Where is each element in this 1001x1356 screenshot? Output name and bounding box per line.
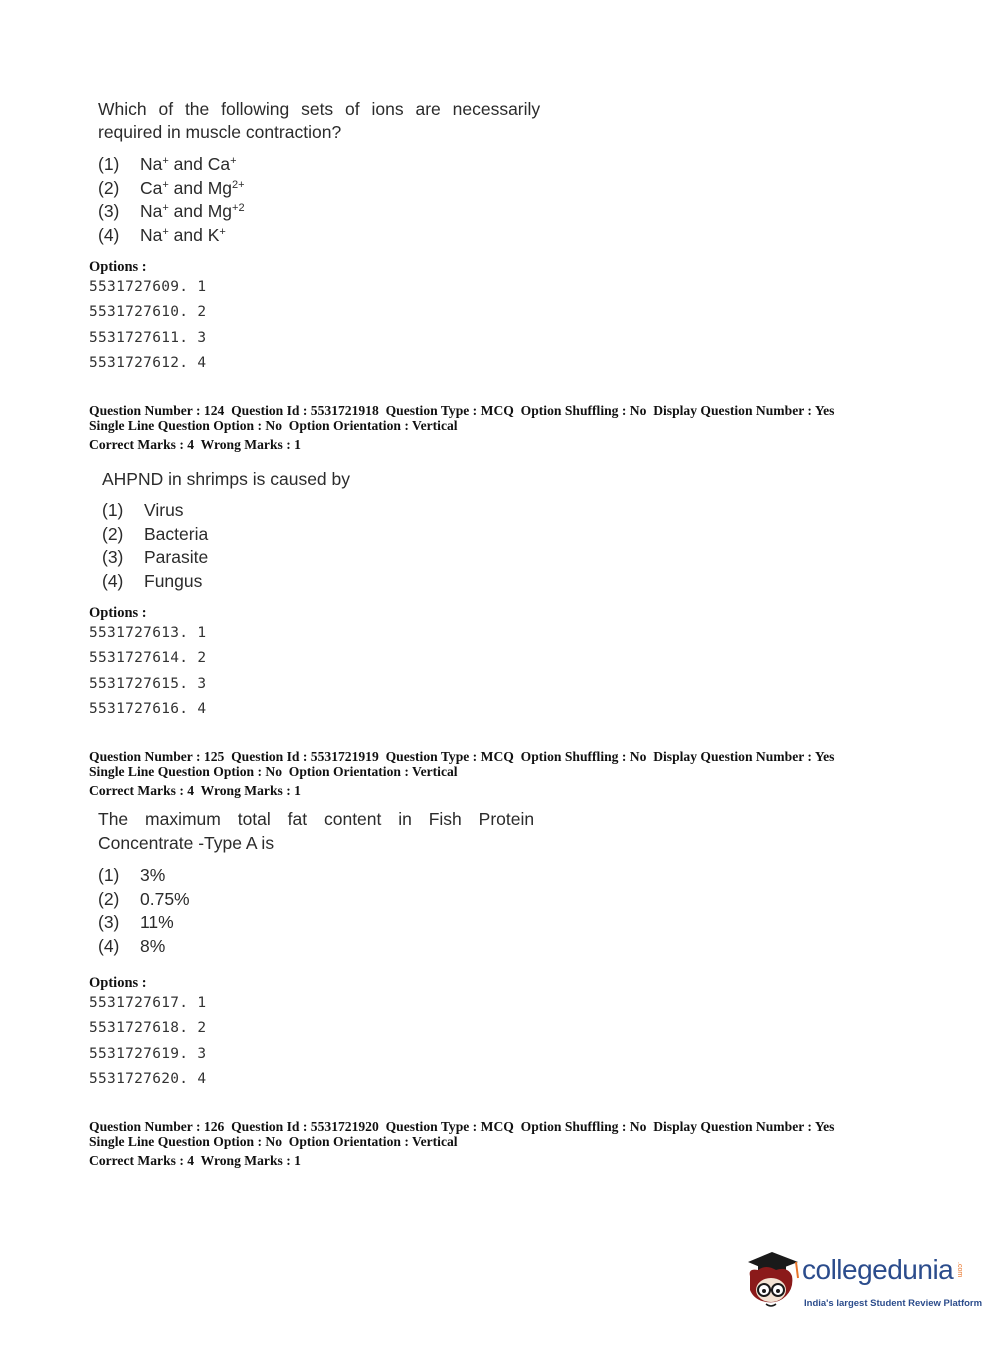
options-label: Options : [89,605,147,621]
choice-text: Na+ and K+ [140,224,226,245]
question-text [98,98,543,144]
marks-line: Correct Marks : 4 Wrong Marks : 1 [89,437,301,452]
choice-text: Na+ and Ca+ [140,154,237,175]
options-list [89,275,206,376]
choice-text: Na+ and $Mg^{+2}$ [140,201,245,222]
collegedunia-logo[interactable] [742,1248,983,1320]
meta-line: Question Number : 124 Question Id : 5531721918 Question Type : MCQ Option Shuffling : No Display Question Number : Yes [89,403,835,418]
meta-line: Single Line Question Option : No Option Orientation : Vertical [89,763,458,779]
options-list [89,991,206,1092]
option-id: 5531727612. 4 [89,354,207,371]
option-id: 5531727614. 2 [89,650,207,667]
answer-choice [98,200,245,224]
answer-choices [102,499,208,593]
answer-choice: (2) 0.75% [98,888,190,909]
answer-choice: (1) 3% [98,865,166,886]
question-line: Concentrate -Type A is [98,833,275,853]
option-id: 5531727618. 2 [89,1020,207,1037]
answer-choice [98,153,245,177]
logo-domain: .com [956,1262,963,1278]
option-id: 5531727613. 1 [89,625,207,641]
question-line: required in muscle contraction? [98,122,342,142]
marks-line: Correct Marks : 4 Wrong Marks : 1 [89,1153,301,1168]
choice-number: (4) [98,224,120,245]
question-line: The maximum total fat content in Fish Protein [98,809,535,829]
answer-choice: (1) Virus [102,500,184,521]
option-id: 5531727616. 4 [89,700,207,717]
answer-choice: (2) Bacteria [102,523,209,544]
question-meta [89,404,889,453]
options-list [89,621,206,722]
choice-number: (3) [98,201,120,222]
answer-choices [98,153,245,247]
answer-choice: (3) Parasite [102,547,209,568]
question-meta [89,750,889,799]
option-id: 5531727620. 4 [89,1070,207,1087]
answer-choice: (4) Fungus [102,570,203,591]
mascot-icon [742,1248,802,1320]
answer-choice: (3) 11% [98,912,174,933]
option-id: 5531727611. 3 [89,329,207,346]
answer-choice [98,224,245,248]
meta-line: Question Number : 126 Question Id : 5531721920 Question Type : MCQ Option Shuffling : No Display Question Number : Yes [89,1119,835,1134]
option-id: 5531727610. 2 [89,304,207,321]
option-id: 5531727615. 3 [89,675,207,692]
logo-tagline: India's largest Student Review Platform [804,1298,983,1309]
options-label: Options : [89,975,147,991]
answer-choice [98,177,245,201]
option-id: 5531727617. 1 [89,995,207,1011]
options-label: Options : [89,259,147,275]
option-id: 5531727619. 3 [89,1045,207,1062]
choice-number: (1) [98,154,120,175]
marks-line: Correct Marks : 4 Wrong Marks : 1 [89,783,301,798]
question-meta [89,1120,889,1169]
answer-choice: (4) 8% [98,935,166,956]
meta-line: Question Number : 125 Question Id : 5531721919 Question Type : MCQ Option Shuffling : No Display Question Number : Yes [89,749,835,764]
question-text [98,808,543,855]
choice-number: (2) [98,177,120,198]
question-text [102,468,547,491]
answer-choices [98,864,190,958]
question-line: AHPND in shrimps is caused by [102,469,350,489]
logo-wordmark: collegedunia [802,1254,954,1285]
option-id: 5531727609. 1 [89,279,207,295]
meta-line: Single Line Question Option : No Option Orientation : Vertical [89,1133,458,1149]
meta-line: Single Line Question Option : No Option Orientation : Vertical [89,417,458,433]
question-line: Which of the following sets of ions are necessarily [98,99,541,119]
choice-text: Ca+ and $Mg^{2+}$ [140,177,245,198]
